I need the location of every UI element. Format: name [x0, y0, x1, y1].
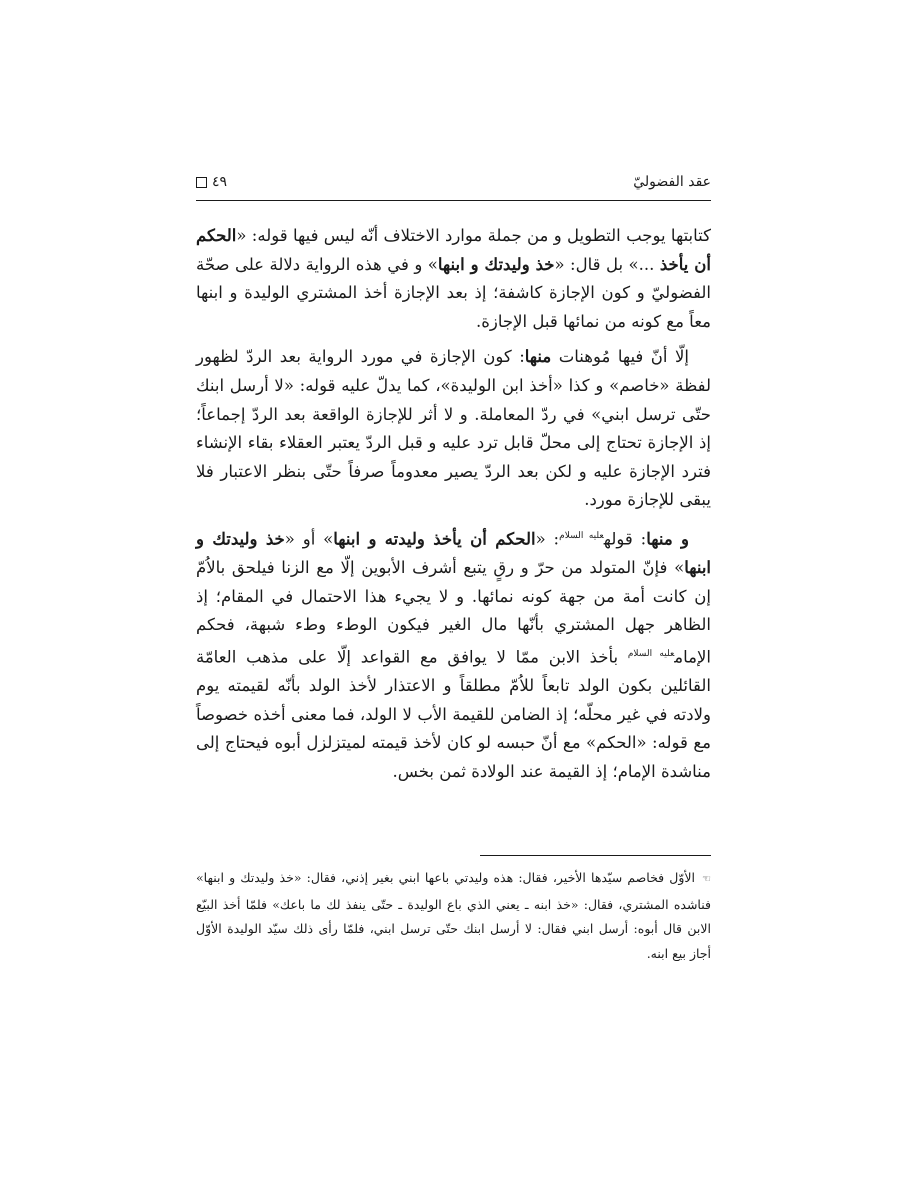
text-run: ...» بل قال: « — [554, 254, 660, 274]
text-run: » أو « — [284, 529, 334, 549]
text-run: » فإنّ المتولد من حرّ و رقٍ يتبع أشرف الأبوين إلّا مع الزنا فيلحق بالاُمّ إن كانت أمة من جهة كونه نمائها. و لا يجيء هذا الاحتمال في المقام؛ إذ الظاهر جهل المشتري بأنّها مال الغير فيكون الوطء وطء شبهة، فحكم الإمام — [196, 558, 711, 667]
footnote-paragraph — [196, 866, 711, 966]
page-number — [196, 174, 227, 190]
bold-quote: خذ وليدتك و ابنها — [196, 529, 711, 578]
running-title: عقد الفضوليّ — [633, 174, 711, 190]
text-run: : كون الإجازة في مورد الرواية بعد الردّ لظهور لفظة «خاصم» و كذا «أخذ ابن الوليدة»، كما يدلّ عليه قوله: «لا أرسل ابنك حتّى ترسل ابني» في ردّ المعاملة. و لا أثر للإجازة الواقعة بعد الردّ إجماعاً؛ إذ الإجازة تحتاج إلى محلّ قابل ترد عليه و قبل الردّ يعتبر العقلاء بقاء الإنشاء فترد الإجازة عليه و لكن بعد الردّ يصير معدوماً صرفاً حتّى بنظر الاعتبار فلا يبقى للإجازة مورد. — [196, 347, 711, 510]
footnote-divider — [480, 855, 711, 856]
footnote-text: الأوّل فخاصم سيّدها الأخير، فقال: هذه وليدتي باعها ابني بغير إذني، فقال: «خذ وليدتك و ابنها» فناشده المشتري، فقال: «خذ ابنه ـ يعني الذي باع الوليدة ـ حتّى ينفذ لك ما باعك» فلمّا أخذ البيّع الابن قال أبوه: أرسل ابني فقال: لا أرسل ابنك حتّى ترسل ابني، فلمّا رأى ذلك سيّد الوليدة الأوّل أجاز بيع ابنه. — [196, 870, 711, 961]
header-divider — [196, 200, 711, 201]
honorific-seal: عليه السلام — [627, 648, 675, 659]
text-run: كتابتها يوجب التطويل و من جملة موارد الاختلاف أنّه ليس فيها قوله: « — [236, 226, 711, 245]
main-text — [196, 222, 711, 793]
text-run: : « — [535, 529, 560, 549]
square-icon — [196, 177, 207, 188]
bold-term: و منها — [646, 529, 690, 549]
text-run: بأخذ الابن ممّا لا يوافق مع القواعد إلّا على مذهب العامّة القائلين بكون الولد تابعاً للاُمّ مطلقاً و الاعتذار لأخذ الولد بأنّه لقيمته يوم ولادته في غير محلّه؛ إذ الضامن للقيمة الأب لا الولد، فما معنى أخذه خصوصاً مع قوله: «الحكم» مع أنّ حبسه لو كان لأخذ قيمته لميتزلزل أبوه فيحتاج إلى مناشدة الإمام؛ إذ القيمة عند الولادة ثمن بخس. — [196, 647, 711, 781]
text-run: : قوله — [603, 529, 647, 549]
paragraph-3 — [196, 522, 711, 786]
bold-quote: خذ وليدتك و ابنها — [437, 254, 555, 274]
footnote — [196, 866, 711, 966]
bold-quote: الحكم أن يأخذ وليدته و ابنها — [333, 529, 536, 549]
page-number-text: ٤٩ — [212, 174, 228, 190]
bold-term: منها — [524, 347, 552, 367]
page-header — [196, 172, 711, 198]
text-run: » و في هذه الرواية دلالة على صحّة الفضوليّ و كون الإجازة كاشفة؛ إذ بعد الإجازة أخذ المشتري الوليدة و ابنها معاً مع كونه من نمائها قبل الإجازة. — [196, 254, 711, 331]
honorific-seal: عليه السلام — [559, 530, 604, 541]
paragraph-1 — [196, 222, 711, 336]
bold-quote: الحكم أن يأخذ — [196, 226, 711, 274]
text-run: إلّا أنّ فيها مُوهنات — [551, 347, 689, 367]
paragraph-2 — [196, 343, 711, 515]
pointing-hand-icon: ☜ — [702, 874, 711, 885]
